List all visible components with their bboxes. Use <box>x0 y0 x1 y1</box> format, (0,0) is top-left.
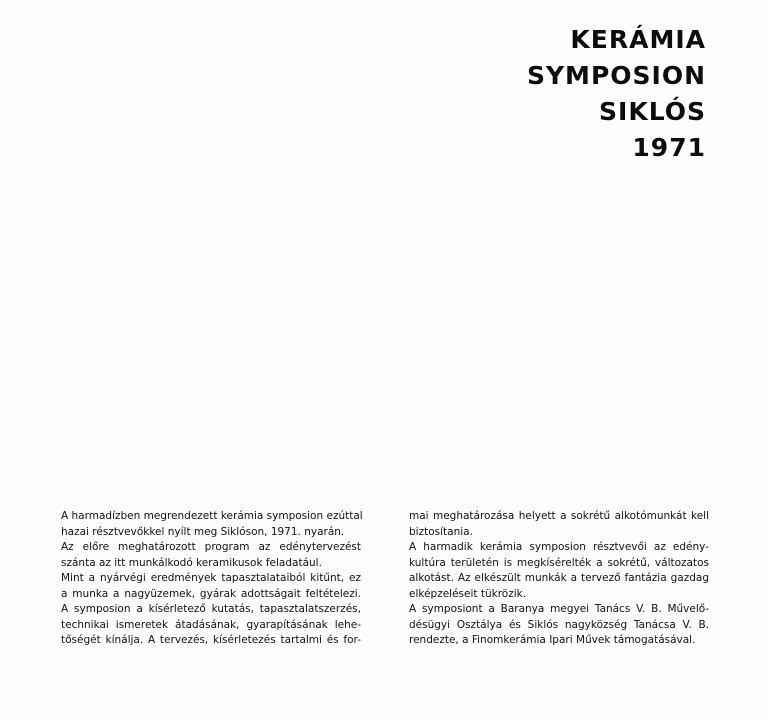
title-line-4: 1971 <box>632 133 706 162</box>
text-line: désügyi Osztálya és Siklós nagyközség Tanácsa V. B. <box>409 618 709 631</box>
text-line: mai meghatározása helyett a sokrétű alkotómunkát kell <box>409 510 709 522</box>
text-line: kultúra területén is megkísérelték a sokrétű, változatos <box>409 556 709 569</box>
text-line: rendezte, a Finomkerámia Ipari Művek támogatásával. <box>409 634 696 646</box>
title-line-3: SIKLÓS <box>599 97 706 126</box>
text-line: tőségét kínálja. A tervezés, kísérletezés tartalmi és for- <box>61 634 361 646</box>
text-line: biztosítania. <box>409 525 473 538</box>
title-line-2: SYMPOSION <box>526 61 706 90</box>
text-line: Az előre meghatározott program az edénytervezést <box>61 541 361 553</box>
text-line: A symposion a kísérletező kutatás, tapasztalatszerzés, <box>61 603 361 615</box>
page-title <box>527 22 706 166</box>
title-line-1: KERÁMIA <box>570 25 706 54</box>
right-text-column <box>409 509 709 649</box>
text-line: szánta az itt munkálkodó keramikusok feladatául. <box>61 556 322 569</box>
text-line: A harmadik kerámia symposion résztvevői az edény- <box>409 541 709 553</box>
text-line: Mint a nyárvégi eredmények tapasztalataiból kitűnt, ez <box>61 572 361 584</box>
text-line: hazai résztvevőkkel nyílt meg Siklóson, 1971. nyarán. <box>61 525 345 538</box>
text-line: A symposiont a Baranya megyei Tanács V. B. Művelő- <box>409 603 709 615</box>
text-line: elképzeléseit tükrözik. <box>409 587 527 600</box>
text-line: technikai ismeretek átadásának, gyarapításának lehe- <box>61 618 361 631</box>
text-line: A harmadízben megrendezett kerámia symposion ezúttal <box>61 510 363 522</box>
text-line: alkotást. Az elkészült munkák a tervező fantázia gazdag <box>409 572 709 584</box>
text-line: a munka a nagyüzemek, gyárak adottságait feltételezi. <box>61 587 361 600</box>
left-text-column <box>61 509 361 649</box>
